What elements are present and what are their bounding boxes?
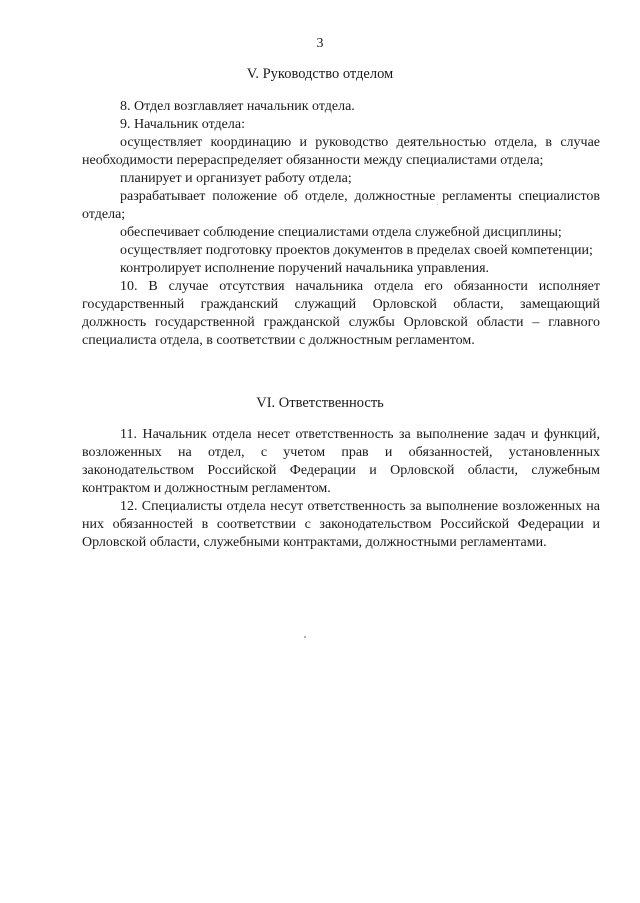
paragraph-10: 10. В случае отсутствия начальника отдела его обязанности исполняет государственный гражданский служащий Орловской области, замещающий должность государственной гражданской службы Орловской области – главного специалиста отдела, в соответствии с должностным регламентом.: [82, 279, 600, 348]
paragraph-12: 12. Специалисты отдела несут ответственность за выполнение возложенных на них обязанностей в соответствии с законодательством Российской Федерации и Орловской области, служебными контрактами, должностными регламентами.: [82, 499, 600, 550]
section-v-body: [82, 98, 600, 350]
paragraph-9-coordination: осуществляет координацию и руководство деятельностью отдела, в случае необходимости перераспределяет обязанности между специалистами отдела;: [82, 135, 600, 168]
section-v-heading: V. Руководство отделом: [246, 66, 394, 82]
paragraph-9: 9. Начальник отдела:: [120, 117, 245, 132]
paragraph-9-regulations: разрабатывает положение об отделе, должностные регламенты специалистов отдела;: [82, 189, 600, 222]
paragraph-9-control: контролирует исполнение поручений начальника управления.: [120, 261, 490, 276]
paragraph-9-documents: осуществляет подготовку проектов документов в пределах своей компетенции;: [120, 243, 593, 258]
paragraph-9-planning: планирует и организует работу отдела;: [120, 171, 352, 186]
section-vi-heading: VI. Ответственность: [256, 395, 384, 411]
paragraph-11: 11. Начальник отдела несет ответственность за выполнение задач и функций, возложенных на отдел, с учетом прав и обязанностей, установленных законодательством Российской Федерации и Орловской области, служебным контрактом и должностным регламентом.: [82, 427, 600, 496]
section-vi-body: [82, 426, 600, 552]
paragraph-9-discipline: обеспечивает соблюдение специалистами отдела служебной дисциплины;: [120, 225, 562, 240]
scan-speck: [304, 636, 306, 638]
scan-speck: [437, 204, 438, 205]
page-number: 3: [316, 36, 324, 51]
paragraph-8: 8. Отдел возглавляет начальник отдела.: [120, 99, 355, 114]
